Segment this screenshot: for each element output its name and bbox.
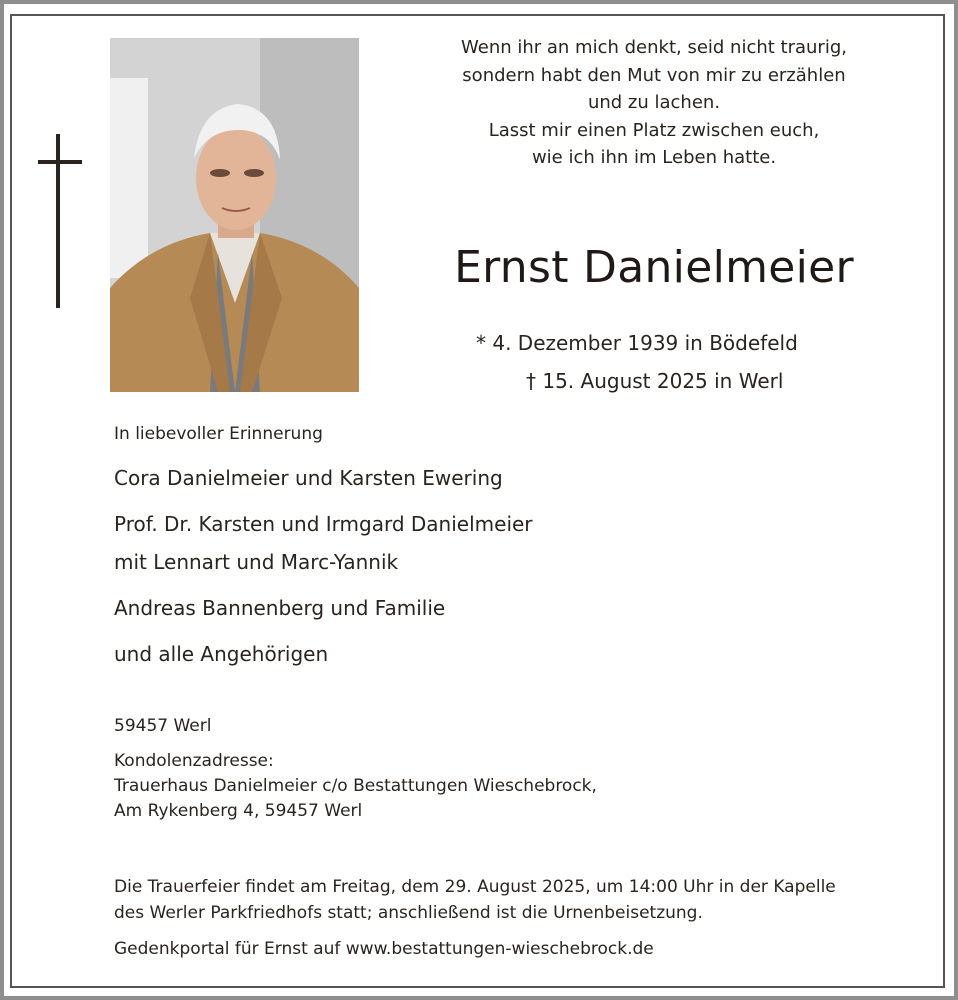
condolence-address-line: Trauerhaus Danielmeier c/o Bestattungen Wieschebrock,	[114, 776, 597, 796]
mourner-line: Cora Danielmeier und Karsten Ewering	[114, 466, 503, 490]
memorial-portal-text: Gedenkportal für Ernst auf www.bestattungen-wieschebrock.de	[114, 939, 654, 959]
poem-line: Wenn ihr an mich denkt, seid nicht traurig,	[461, 37, 847, 58]
life-dates	[424, 324, 884, 400]
ceremony-line: Die Trauerfeier findet am Freitag, dem 29. August 2025, um 14:00 Uhr in der Kapelle	[114, 877, 836, 897]
cross-icon-bar	[38, 160, 82, 164]
mourner-line: mit Lennart und Marc-Yannik	[114, 550, 399, 574]
address-block	[114, 714, 597, 824]
obituary-page	[4, 4, 954, 996]
memory-label: In liebevoller Erinnerung	[114, 424, 323, 444]
poem-line: und zu lachen.	[587, 92, 721, 114]
mourner-line: Prof. Dr. Karsten und Irmgard Danielmeier	[114, 512, 533, 536]
deceased-name: Ernst Danielmeier	[454, 242, 854, 293]
death-date: † 15. August 2025 in Werl	[526, 369, 784, 393]
poem-line: wie ich ihn im Leben hatte.	[531, 147, 777, 169]
poem-line: Lasst mir einen Platz zwischen euch,	[488, 119, 820, 141]
mourner-line: und alle Angehörigen	[114, 642, 329, 666]
poem-line: sondern habt den Mut von mir zu erzählen	[462, 64, 846, 86]
ceremony-line: des Werler Parkfriedhofs statt; anschließend ist die Urnenbeisetzung.	[114, 903, 703, 923]
condolence-address-line: Am Rykenberg 4, 59457 Werl	[114, 801, 363, 821]
condolence-label: Kondolenzadresse:	[114, 751, 274, 771]
city-line: 59457 Werl	[114, 716, 212, 736]
birth-date: * 4. Dezember 1939 in Bödefeld	[476, 331, 798, 355]
portrait-photo	[110, 38, 359, 392]
memorial-poem	[409, 34, 899, 172]
mourner-line: Andreas Bannenberg und Familie	[114, 596, 446, 620]
ceremony-info	[114, 874, 836, 926]
